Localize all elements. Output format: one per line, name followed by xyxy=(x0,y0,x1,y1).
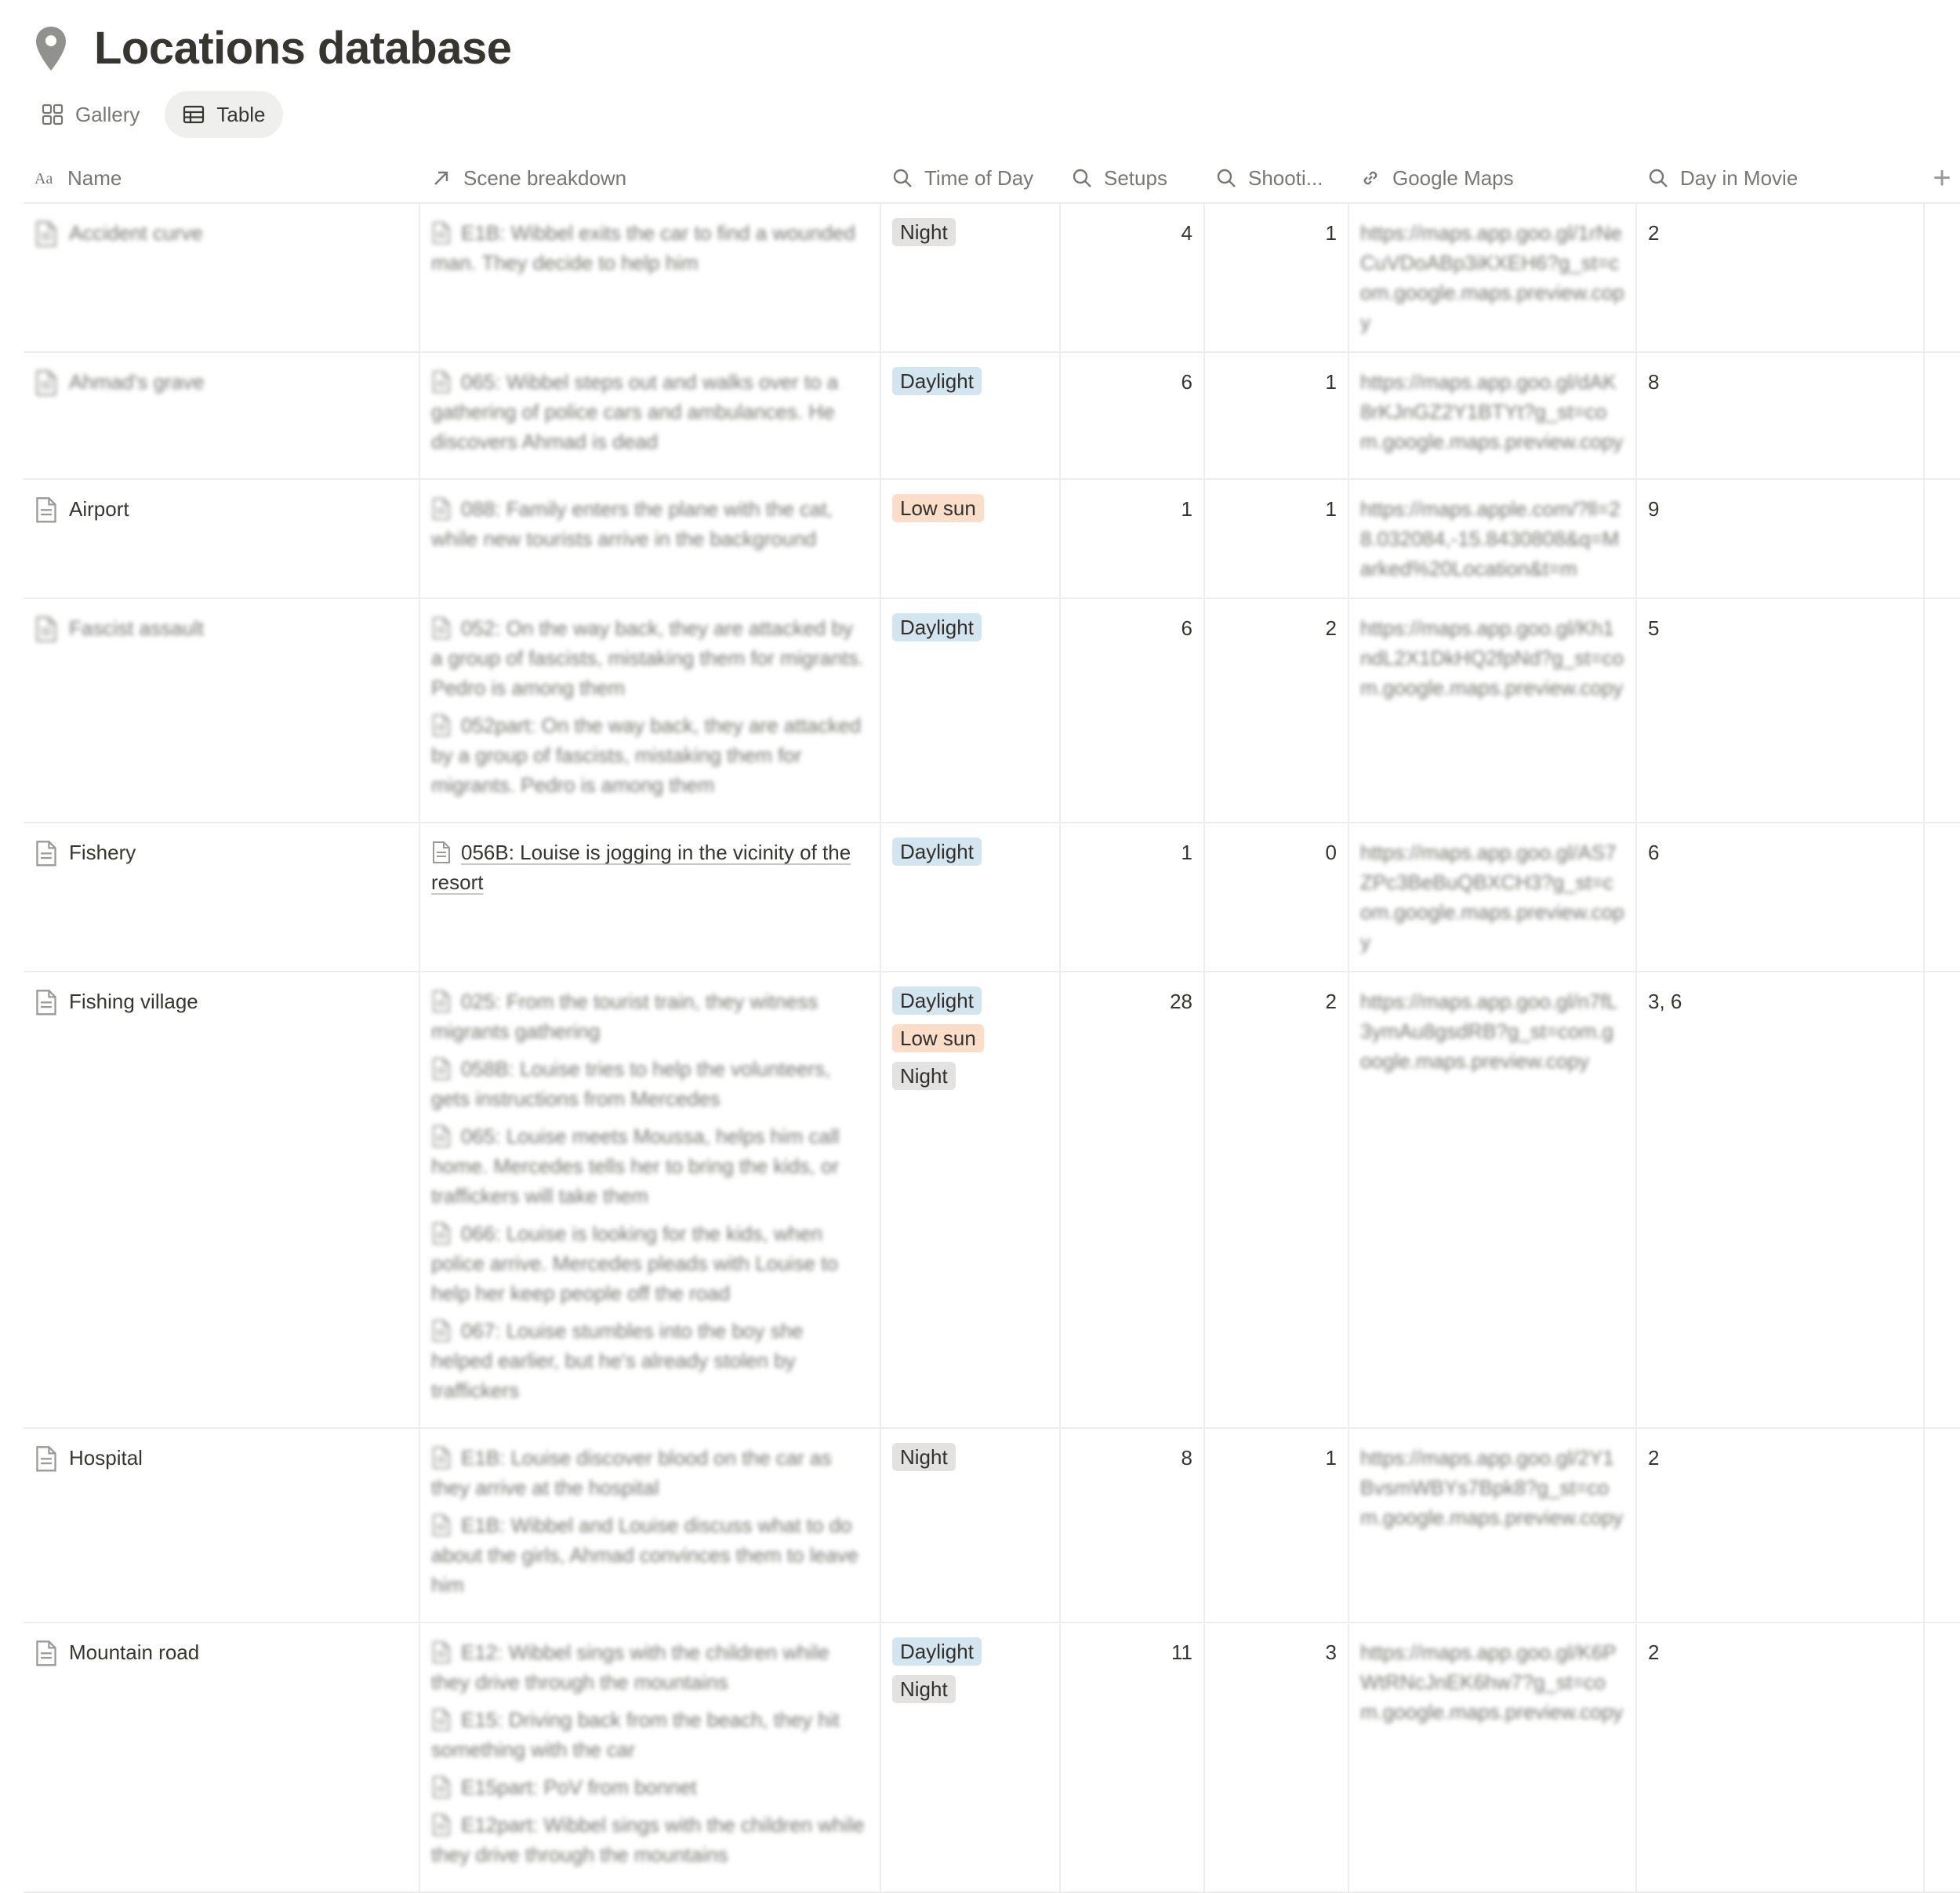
tag-list xyxy=(892,1637,1048,1713)
page-doc-icon xyxy=(431,1222,452,1245)
scene-link-item[interactable] xyxy=(431,1705,869,1764)
scene-link-text: 025: From the tourist train, they witness migrants gathering xyxy=(431,990,818,1043)
cell-shooting[interactable]: 3 xyxy=(1204,1622,1348,1892)
page-doc-icon xyxy=(34,616,58,642)
cell-time-of-day[interactable] xyxy=(880,203,1060,352)
time-of-day-tag: Daylight xyxy=(892,837,982,866)
cell-empty xyxy=(1924,352,1960,479)
page-doc-icon xyxy=(34,1640,58,1666)
cell-shooting[interactable]: 1 xyxy=(1204,203,1348,352)
cell-day-in-movie[interactable]: 2 xyxy=(1636,203,1924,352)
cell-setups[interactable]: 1 xyxy=(1060,479,1204,598)
name-wrapper xyxy=(34,367,408,397)
page-header xyxy=(34,22,511,74)
table-row[interactable] xyxy=(24,972,1960,1428)
column-header-name[interactable]: Aa Name xyxy=(24,154,419,203)
cell-day-in-movie[interactable]: 9 xyxy=(1636,479,1924,598)
column-header-day-in-movie[interactable]: Day in Movie xyxy=(1636,154,1924,203)
cell-scene-breakdown[interactable] xyxy=(419,972,880,1428)
tag-list xyxy=(892,218,1048,256)
cell-empty xyxy=(1924,823,1960,972)
cell-time-of-day[interactable] xyxy=(880,598,1060,823)
table-icon xyxy=(182,103,205,126)
table-row[interactable] xyxy=(24,479,1960,598)
time-of-day-tag: Daylight xyxy=(892,367,982,395)
search-icon xyxy=(1215,167,1237,189)
cell-setups[interactable]: 6 xyxy=(1060,352,1204,479)
cell-time-of-day[interactable] xyxy=(880,823,1060,972)
time-of-day-tag: Daylight xyxy=(892,986,982,1015)
cell-empty xyxy=(1924,203,1960,352)
add-column-button[interactable]: + xyxy=(1924,154,1960,203)
scene-link-item[interactable] xyxy=(431,218,869,278)
cell-day-in-movie[interactable]: 3, 6 xyxy=(1636,972,1924,1428)
table-row[interactable] xyxy=(24,598,1960,823)
locations-table xyxy=(24,154,1960,1893)
column-header-scene-breakdown[interactable]: Scene breakdown xyxy=(419,154,880,203)
cell-scene-breakdown[interactable] xyxy=(419,1622,880,1892)
cell-time-of-day[interactable] xyxy=(880,352,1060,479)
page-doc-icon xyxy=(431,1446,452,1470)
cell-day-in-movie[interactable]: 8 xyxy=(1636,352,1924,479)
cell-google-maps-link[interactable]: https://maps.app.goo.gl/dAK8rKJnGZ2Y1BTYt?g_st=com.google.maps.preview.copy xyxy=(1348,352,1636,479)
page-doc-icon xyxy=(431,1640,452,1664)
cell-name[interactable] xyxy=(24,1622,419,1892)
cell-day-in-movie[interactable]: 2 xyxy=(1636,1622,1924,1892)
cell-setups[interactable]: 28 xyxy=(1060,972,1204,1428)
time-of-day-tag: Night xyxy=(892,1062,956,1090)
table-row[interactable] xyxy=(24,352,1960,479)
column-header-time-of-day[interactable]: Time of Day xyxy=(880,154,1060,203)
scene-link-text: E1B: Wibbel exits the car to find a wounded man. They decide to help him xyxy=(431,221,855,274)
time-of-day-tag: Daylight xyxy=(892,613,982,641)
cell-name[interactable] xyxy=(24,598,419,823)
scene-link-item[interactable] xyxy=(431,494,869,554)
table-header-row xyxy=(24,154,1960,203)
cell-scene-breakdown[interactable] xyxy=(419,598,880,823)
page-title: Locations database xyxy=(94,23,512,74)
page-doc-icon xyxy=(34,220,58,247)
table-row[interactable] xyxy=(24,1622,1960,1892)
cell-google-maps-link[interactable]: https://maps.app.goo.gl/n7fL3ymAu8gsdRB?g_st=com.google.maps.preview.copy xyxy=(1348,972,1636,1428)
cell-shooting[interactable]: 0 xyxy=(1204,823,1348,972)
cell-setups[interactable]: 4 xyxy=(1060,203,1204,352)
scene-link-item[interactable] xyxy=(431,710,869,800)
cell-google-maps-link[interactable]: https://maps.app.goo.gl/1rNeCuVDoABp3iKXEH6?g_st=com.google.maps.preview.copy xyxy=(1348,203,1636,352)
scene-link-text: 052: On the way back, they are attacked by a group of fascists, mistaking them for migrants. Pedro is among them xyxy=(431,616,864,699)
cell-name[interactable] xyxy=(24,823,419,972)
cell-scene-breakdown[interactable] xyxy=(419,1428,880,1622)
page-doc-icon xyxy=(431,370,452,394)
cell-time-of-day[interactable] xyxy=(880,1428,1060,1622)
view-tabs xyxy=(24,91,283,138)
name-wrapper xyxy=(34,613,408,643)
row-name[interactable]: Mountain road xyxy=(69,1640,200,1664)
cell-name[interactable] xyxy=(24,1428,419,1622)
scene-link-item[interactable] xyxy=(431,1219,869,1308)
tab-table[interactable] xyxy=(165,91,282,138)
scene-link-text: E12: Wibbel sings with the children while they drive through the mountains xyxy=(431,1640,829,1694)
name-wrapper xyxy=(34,1637,408,1667)
page-doc-icon xyxy=(431,1125,452,1148)
tag-list xyxy=(892,613,1048,651)
scene-link-text: 056B: Louise is jogging in the vicinity of the resort xyxy=(431,841,851,894)
cell-google-maps-link[interactable]: https://maps.app.goo.gl/2Y1BvsmWBYs7Bpk8?g_st=com.google.maps.preview.copy xyxy=(1348,1428,1636,1622)
row-name[interactable]: Accident curve xyxy=(69,221,203,245)
cell-scene-breakdown[interactable] xyxy=(419,479,880,598)
page-doc-icon xyxy=(34,1445,58,1472)
cell-setups[interactable]: 6 xyxy=(1060,598,1204,823)
name-wrapper xyxy=(34,1443,408,1473)
column-header-shooting[interactable]: Shooti... xyxy=(1204,154,1348,203)
cell-day-in-movie[interactable]: 5 xyxy=(1636,598,1924,823)
scene-link-text: E1B: Louise discover blood on the car as they arrive at the hospital xyxy=(431,1446,832,1499)
page-doc-icon xyxy=(431,616,452,640)
tag-list xyxy=(892,986,1048,1099)
name-wrapper xyxy=(34,494,408,524)
scene-link-item[interactable] xyxy=(431,1810,869,1869)
name-wrapper xyxy=(34,986,408,1016)
cell-setups[interactable]: 8 xyxy=(1060,1428,1204,1622)
tag-list xyxy=(892,837,1048,875)
scene-link-text: 067: Louise stumbles into the boy she helped earlier, but he's already stolen by traffickers xyxy=(431,1319,804,1402)
scene-link-item[interactable] xyxy=(431,1510,869,1600)
cell-name[interactable] xyxy=(24,203,419,352)
scene-link-text: E15: Driving back from the beach, they hit something with the car xyxy=(431,1708,840,1761)
row-name[interactable]: Hospital xyxy=(69,1446,143,1470)
tab-gallery[interactable] xyxy=(24,91,157,138)
cell-setups[interactable]: 1 xyxy=(1060,823,1204,972)
page-doc-icon xyxy=(34,496,58,523)
cell-google-maps-link[interactable]: https://maps.app.goo.gl/Kh1ndL2X1DkHQ2fpNd?g_st=com.google.maps.preview.copy xyxy=(1348,598,1636,823)
time-of-day-tag: Low sun xyxy=(892,494,984,522)
map-pin-icon xyxy=(34,25,67,72)
page-doc-icon xyxy=(431,1775,452,1799)
scene-link-text: E15part: PoV from bonnet xyxy=(461,1775,697,1799)
table-body xyxy=(24,203,1960,1892)
scene-link-text: 058B: Louise tries to help the volunteers, gets instructions from Mercedes xyxy=(431,1057,831,1110)
page-doc-icon xyxy=(431,1708,452,1731)
page-doc-icon xyxy=(431,497,452,521)
page-doc-icon xyxy=(431,1057,452,1081)
search-icon xyxy=(1647,167,1669,189)
cell-time-of-day[interactable] xyxy=(880,972,1060,1428)
cell-name[interactable] xyxy=(24,972,419,1428)
cell-shooting[interactable]: 1 xyxy=(1204,479,1348,598)
cell-empty xyxy=(1924,1622,1960,1892)
scene-link-item[interactable] xyxy=(431,1054,869,1114)
cell-day-in-movie[interactable]: 6 xyxy=(1636,823,1924,972)
name-wrapper xyxy=(34,218,408,248)
tab-table-label: Table xyxy=(216,102,266,126)
scene-link-item[interactable] xyxy=(431,837,869,897)
cell-time-of-day[interactable] xyxy=(880,1622,1060,1892)
time-of-day-tag: Night xyxy=(892,1675,956,1703)
gallery-grid-icon xyxy=(41,103,64,126)
page-doc-icon xyxy=(34,840,58,867)
cell-scene-breakdown[interactable] xyxy=(419,203,880,352)
cell-shooting[interactable]: 1 xyxy=(1204,352,1348,479)
scene-link-item[interactable] xyxy=(431,367,869,456)
page-doc-icon xyxy=(431,1513,452,1537)
row-name[interactable]: Ahmad's grave xyxy=(69,370,205,394)
scene-link-item[interactable] xyxy=(431,613,869,703)
page-doc-icon xyxy=(431,221,452,245)
scene-link-text: 065: Louise meets Moussa, helps him call home. Mercedes tells her to bring the kids, or traffickers will take them xyxy=(431,1125,840,1208)
table-row[interactable] xyxy=(24,823,1960,972)
cell-google-maps-link[interactable]: https://maps.app.goo.gl/AS7ZPc3BeBuQBXCH3?g_st=com.google.maps.preview.copy xyxy=(1348,823,1636,972)
scene-link-text: E1B: Wibbel and Louise discuss what to do about the girls, Ahmad convinces them to leave him xyxy=(431,1513,858,1597)
scene-link-item[interactable] xyxy=(431,1316,869,1405)
svg-text:Aa: Aa xyxy=(34,170,53,187)
page-doc-icon xyxy=(34,369,58,396)
tag-list xyxy=(892,1443,1048,1481)
scene-link-text: 088: Family enters the plane with the cat, while new tourists arrive in the background xyxy=(431,497,833,550)
scene-link-item[interactable] xyxy=(431,1637,869,1697)
link-icon xyxy=(1359,167,1381,189)
scene-link-text: 066: Louise is looking for the kids, when police arrive. Mercedes pleads with Louise to help her keep people off the road xyxy=(431,1222,838,1305)
cell-empty xyxy=(1924,972,1960,1428)
page-doc-icon xyxy=(431,1319,452,1343)
tab-gallery-label: Gallery xyxy=(75,102,140,126)
page-doc-icon xyxy=(431,990,452,1013)
row-name[interactable]: Airport xyxy=(69,497,129,521)
cell-shooting[interactable]: 1 xyxy=(1204,1428,1348,1622)
row-name[interactable]: Fishery xyxy=(69,841,136,864)
row-name[interactable]: Fishing village xyxy=(69,990,198,1013)
cell-name[interactable] xyxy=(24,352,419,479)
tag-list xyxy=(892,494,1048,532)
scene-link-item[interactable] xyxy=(431,986,869,1046)
cell-shooting[interactable]: 2 xyxy=(1204,598,1348,823)
scene-link-text: E12part: Wibbel sings with the children while they drive through the mountains xyxy=(431,1813,865,1866)
name-wrapper xyxy=(34,837,408,867)
column-header-google-maps[interactable]: Google Maps xyxy=(1348,154,1636,203)
scene-link-item[interactable] xyxy=(431,1443,869,1502)
cell-scene-breakdown[interactable] xyxy=(419,352,880,479)
time-of-day-tag: Low sun xyxy=(892,1024,984,1052)
page-doc-icon xyxy=(431,841,452,864)
time-of-day-tag: Daylight xyxy=(892,1637,982,1666)
scene-link-item[interactable] xyxy=(431,1121,869,1211)
scene-link-item[interactable] xyxy=(431,1772,869,1802)
scene-link-text: 065: Wibbel steps out and walks over to a gathering of police cars and ambulances. He discovers Ahmad is dead xyxy=(431,370,839,453)
cell-empty xyxy=(1924,598,1960,823)
search-icon xyxy=(891,167,913,189)
cell-empty xyxy=(1924,1428,1960,1622)
search-icon xyxy=(1071,167,1093,189)
cell-google-maps-link[interactable]: https://maps.app.goo.gl/K6PWtRNcJnEK6hw7?g_st=com.google.maps.preview.copy xyxy=(1348,1622,1636,1892)
cell-shooting[interactable]: 2 xyxy=(1204,972,1348,1428)
relation-arrow-icon xyxy=(430,167,452,189)
cell-google-maps-link[interactable]: https://maps.apple.com/?ll=28.032084,-15.8430808&q=Marked%20Location&t=m xyxy=(1348,479,1636,598)
row-name[interactable]: Fascist assault xyxy=(69,616,204,640)
cell-empty xyxy=(1924,479,1960,598)
cell-name[interactable] xyxy=(24,479,419,598)
cell-setups[interactable]: 11 xyxy=(1060,1622,1204,1892)
page-doc-icon xyxy=(431,714,452,737)
text-property-icon xyxy=(34,167,56,189)
tag-list xyxy=(892,367,1048,405)
time-of-day-tag: Night xyxy=(892,218,956,246)
cell-day-in-movie[interactable]: 2 xyxy=(1636,1428,1924,1622)
cell-scene-breakdown[interactable] xyxy=(419,823,880,972)
column-header-setups[interactable]: Setups xyxy=(1060,154,1204,203)
cell-time-of-day[interactable] xyxy=(880,479,1060,598)
table-row[interactable] xyxy=(24,1428,1960,1622)
page-doc-icon xyxy=(431,1813,452,1837)
page-doc-icon xyxy=(34,989,58,1016)
scene-link-text: 052part: On the way back, they are attacked by a group of fascists, mistaking them for migrants. Pedro is among them xyxy=(431,714,862,797)
table-row[interactable] xyxy=(24,203,1960,352)
time-of-day-tag: Night xyxy=(892,1443,956,1471)
